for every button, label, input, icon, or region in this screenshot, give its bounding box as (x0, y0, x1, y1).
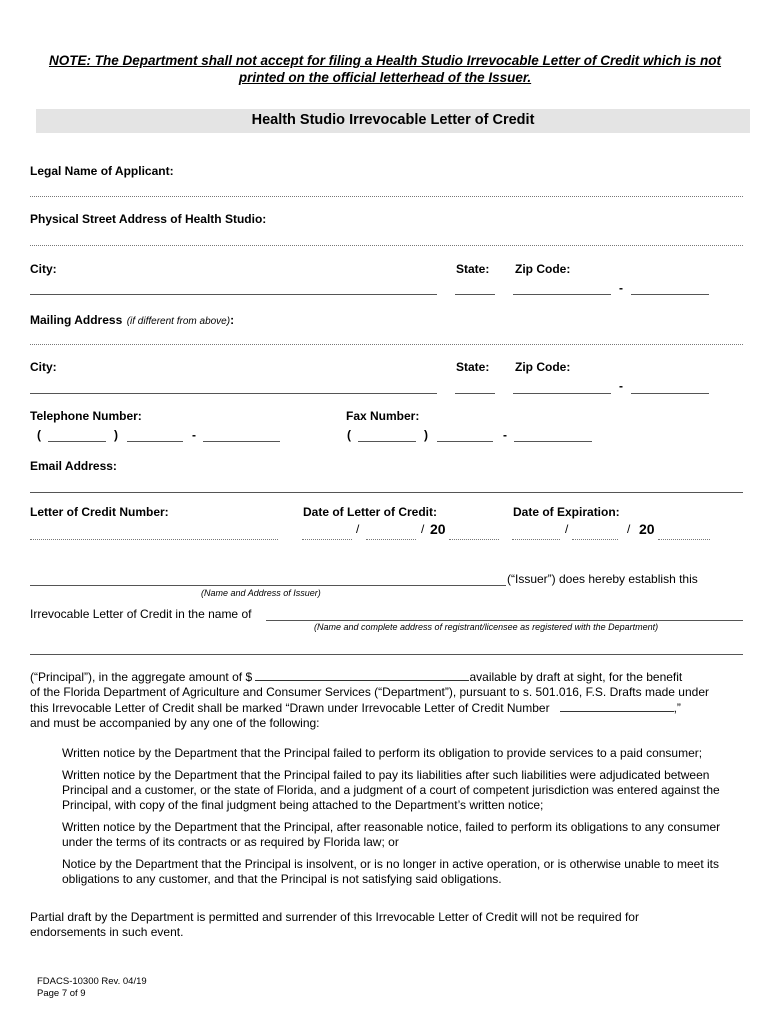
tel-prefix-field[interactable] (127, 441, 183, 442)
mailing-address-label (30, 311, 234, 329)
zip-ext-field[interactable] (631, 294, 709, 295)
form-id: FDACS-10300 Rev. 04/19 (37, 976, 147, 987)
loc-name-prefix: Irrevocable Letter of Credit in the name of (30, 607, 252, 621)
line3-prefix: this Irrevocable Letter of Credit shall be marked “Drawn under Irrevocable Letter of Credit Number (30, 701, 550, 715)
condition-item: Written notice by the Department that the Principal failed to pay its liabilities after such liabilities were adjudicated between Principal and a customer, or the state of Florida, and a judgment of a court of competent jurisdiction was entered against the Principal, with copy of the final judgment being attached to the Department’s written notice; (62, 768, 720, 812)
mailing-address-text: Mailing Address (30, 313, 123, 327)
exp-year-field[interactable] (658, 539, 710, 540)
condition-item: Notice by the Department that the Principal is insolvent, or is no longer in active operation, or is otherwise unable to meet its obligations to any customer, and that the Principal is not satisfying said obligations. (62, 857, 720, 886)
email-label: Email Address: (30, 459, 117, 473)
fax-prefix-field[interactable] (437, 441, 493, 442)
tel-line-field[interactable] (203, 441, 280, 442)
loc-date-slash-1: / (356, 522, 360, 536)
loc-date-label: Date of Letter of Credit: (303, 505, 438, 519)
legal-name-field[interactable] (30, 196, 743, 197)
mailing-zip-ext-field[interactable] (631, 393, 709, 394)
tel-area-code-field[interactable] (48, 441, 106, 442)
mailing-zip-label: Zip Code: (515, 360, 571, 374)
principal-line-3 (30, 700, 743, 716)
issuer-field[interactable] (30, 585, 506, 586)
mailing-colon: : (230, 313, 235, 327)
principal-suffix: available by draft at sight, for the benefit (469, 670, 683, 684)
loc-day-field[interactable] (366, 539, 416, 540)
expiration-label: Date of Expiration: (513, 505, 620, 519)
form-title: Health Studio Irrevocable Letter of Credit (251, 112, 535, 128)
email-field[interactable] (30, 492, 743, 493)
principal-line-2: of the Florida Department of Agriculture and Consumer Services (“Department”), pursuant to s. 501.016, F.S. Drafts made under (30, 685, 709, 699)
fax-dash: - (503, 428, 507, 442)
issuer-suffix: (“Issuer”) does hereby establish this (507, 572, 698, 586)
zip-dash: - (619, 281, 623, 295)
closing-paragraph: Partial draft by the Department is permitted and surrender of this Irrevocable Letter of Credit will not be required for endorsements in such event. (30, 910, 639, 939)
zip-label: Zip Code: (515, 262, 571, 276)
exp-date-slash-2: / (627, 522, 631, 536)
tel-dash: - (192, 428, 196, 442)
exp-month-field[interactable] (512, 539, 560, 540)
principal-line-1 (30, 669, 743, 685)
mailing-zip-dash: - (619, 379, 623, 393)
amount-field[interactable] (255, 669, 469, 681)
zip-field[interactable] (513, 294, 611, 295)
physical-address-field[interactable] (30, 245, 743, 246)
principal-paragraph (30, 669, 743, 731)
loc-number-inline-field[interactable] (560, 700, 674, 712)
fax-label: Fax Number: (346, 409, 420, 423)
mailing-state-field[interactable] (455, 393, 495, 394)
loc-month-field[interactable] (302, 539, 352, 540)
loc-number-field[interactable] (30, 539, 278, 540)
exp-day-field[interactable] (572, 539, 618, 540)
line3-suffix: ,” (673, 701, 681, 715)
physical-address-label: Physical Street Address of Health Studio: (30, 212, 267, 226)
principal-prefix: (“Principal”), in the aggregate amount of $ (30, 670, 253, 684)
registrant-caption: (Name and complete address of registrant/licensee as registered with the Department) (314, 622, 659, 632)
mailing-city-label: City: (30, 360, 57, 374)
filing-note: NOTE: The Department shall not accept for filing a Health Studio Irrevocable Letter of Credit which is not printed on the official letterhead of the Issuer. (48, 53, 722, 85)
principal-line-4: and must be accompanied by any one of the following: (30, 716, 320, 730)
mailing-state-label: State: (456, 360, 490, 374)
condition-list (62, 746, 744, 887)
registrant-field[interactable] (266, 620, 743, 621)
exp-year-prefix: 20 (639, 521, 655, 537)
loc-year-prefix: 20 (430, 521, 446, 537)
tel-open-paren: ( (37, 428, 41, 442)
page-number: Page 7 of 9 (37, 988, 86, 999)
fax-close-paren: ) (424, 428, 428, 442)
issuer-caption: (Name and Address of Issuer) (201, 588, 321, 598)
loc-date-slash-2: / (421, 522, 425, 536)
city-field[interactable] (30, 294, 437, 295)
exp-date-slash-1: / (565, 522, 569, 536)
condition-item: Written notice by the Department that the Principal failed to perform its obligation to provide services to a paid consumer; (62, 746, 703, 760)
loc-number-label: Letter of Credit Number: (30, 505, 169, 519)
mailing-address-note: (if different from above) (126, 316, 231, 327)
condition-item: Written notice by the Department that the Principal, after reasonable notice, failed to perform its obligations to any consumer under the terms of its contracts or as required by Florida law; or (62, 820, 721, 849)
mailing-address-field[interactable] (30, 344, 743, 345)
fax-open-paren: ( (347, 428, 351, 442)
loc-year-field[interactable] (449, 539, 499, 540)
fax-area-code-field[interactable] (358, 441, 416, 442)
tel-close-paren: ) (114, 428, 118, 442)
registrant-field-2[interactable] (30, 654, 743, 655)
legal-name-label: Legal Name of Applicant: (30, 164, 174, 178)
state-field[interactable] (455, 294, 495, 295)
state-label: State: (456, 262, 490, 276)
city-label: City: (30, 262, 57, 276)
mailing-zip-field[interactable] (513, 393, 611, 394)
mailing-city-field[interactable] (30, 393, 437, 394)
fax-line-field[interactable] (514, 441, 592, 442)
telephone-label: Telephone Number: (30, 409, 142, 423)
